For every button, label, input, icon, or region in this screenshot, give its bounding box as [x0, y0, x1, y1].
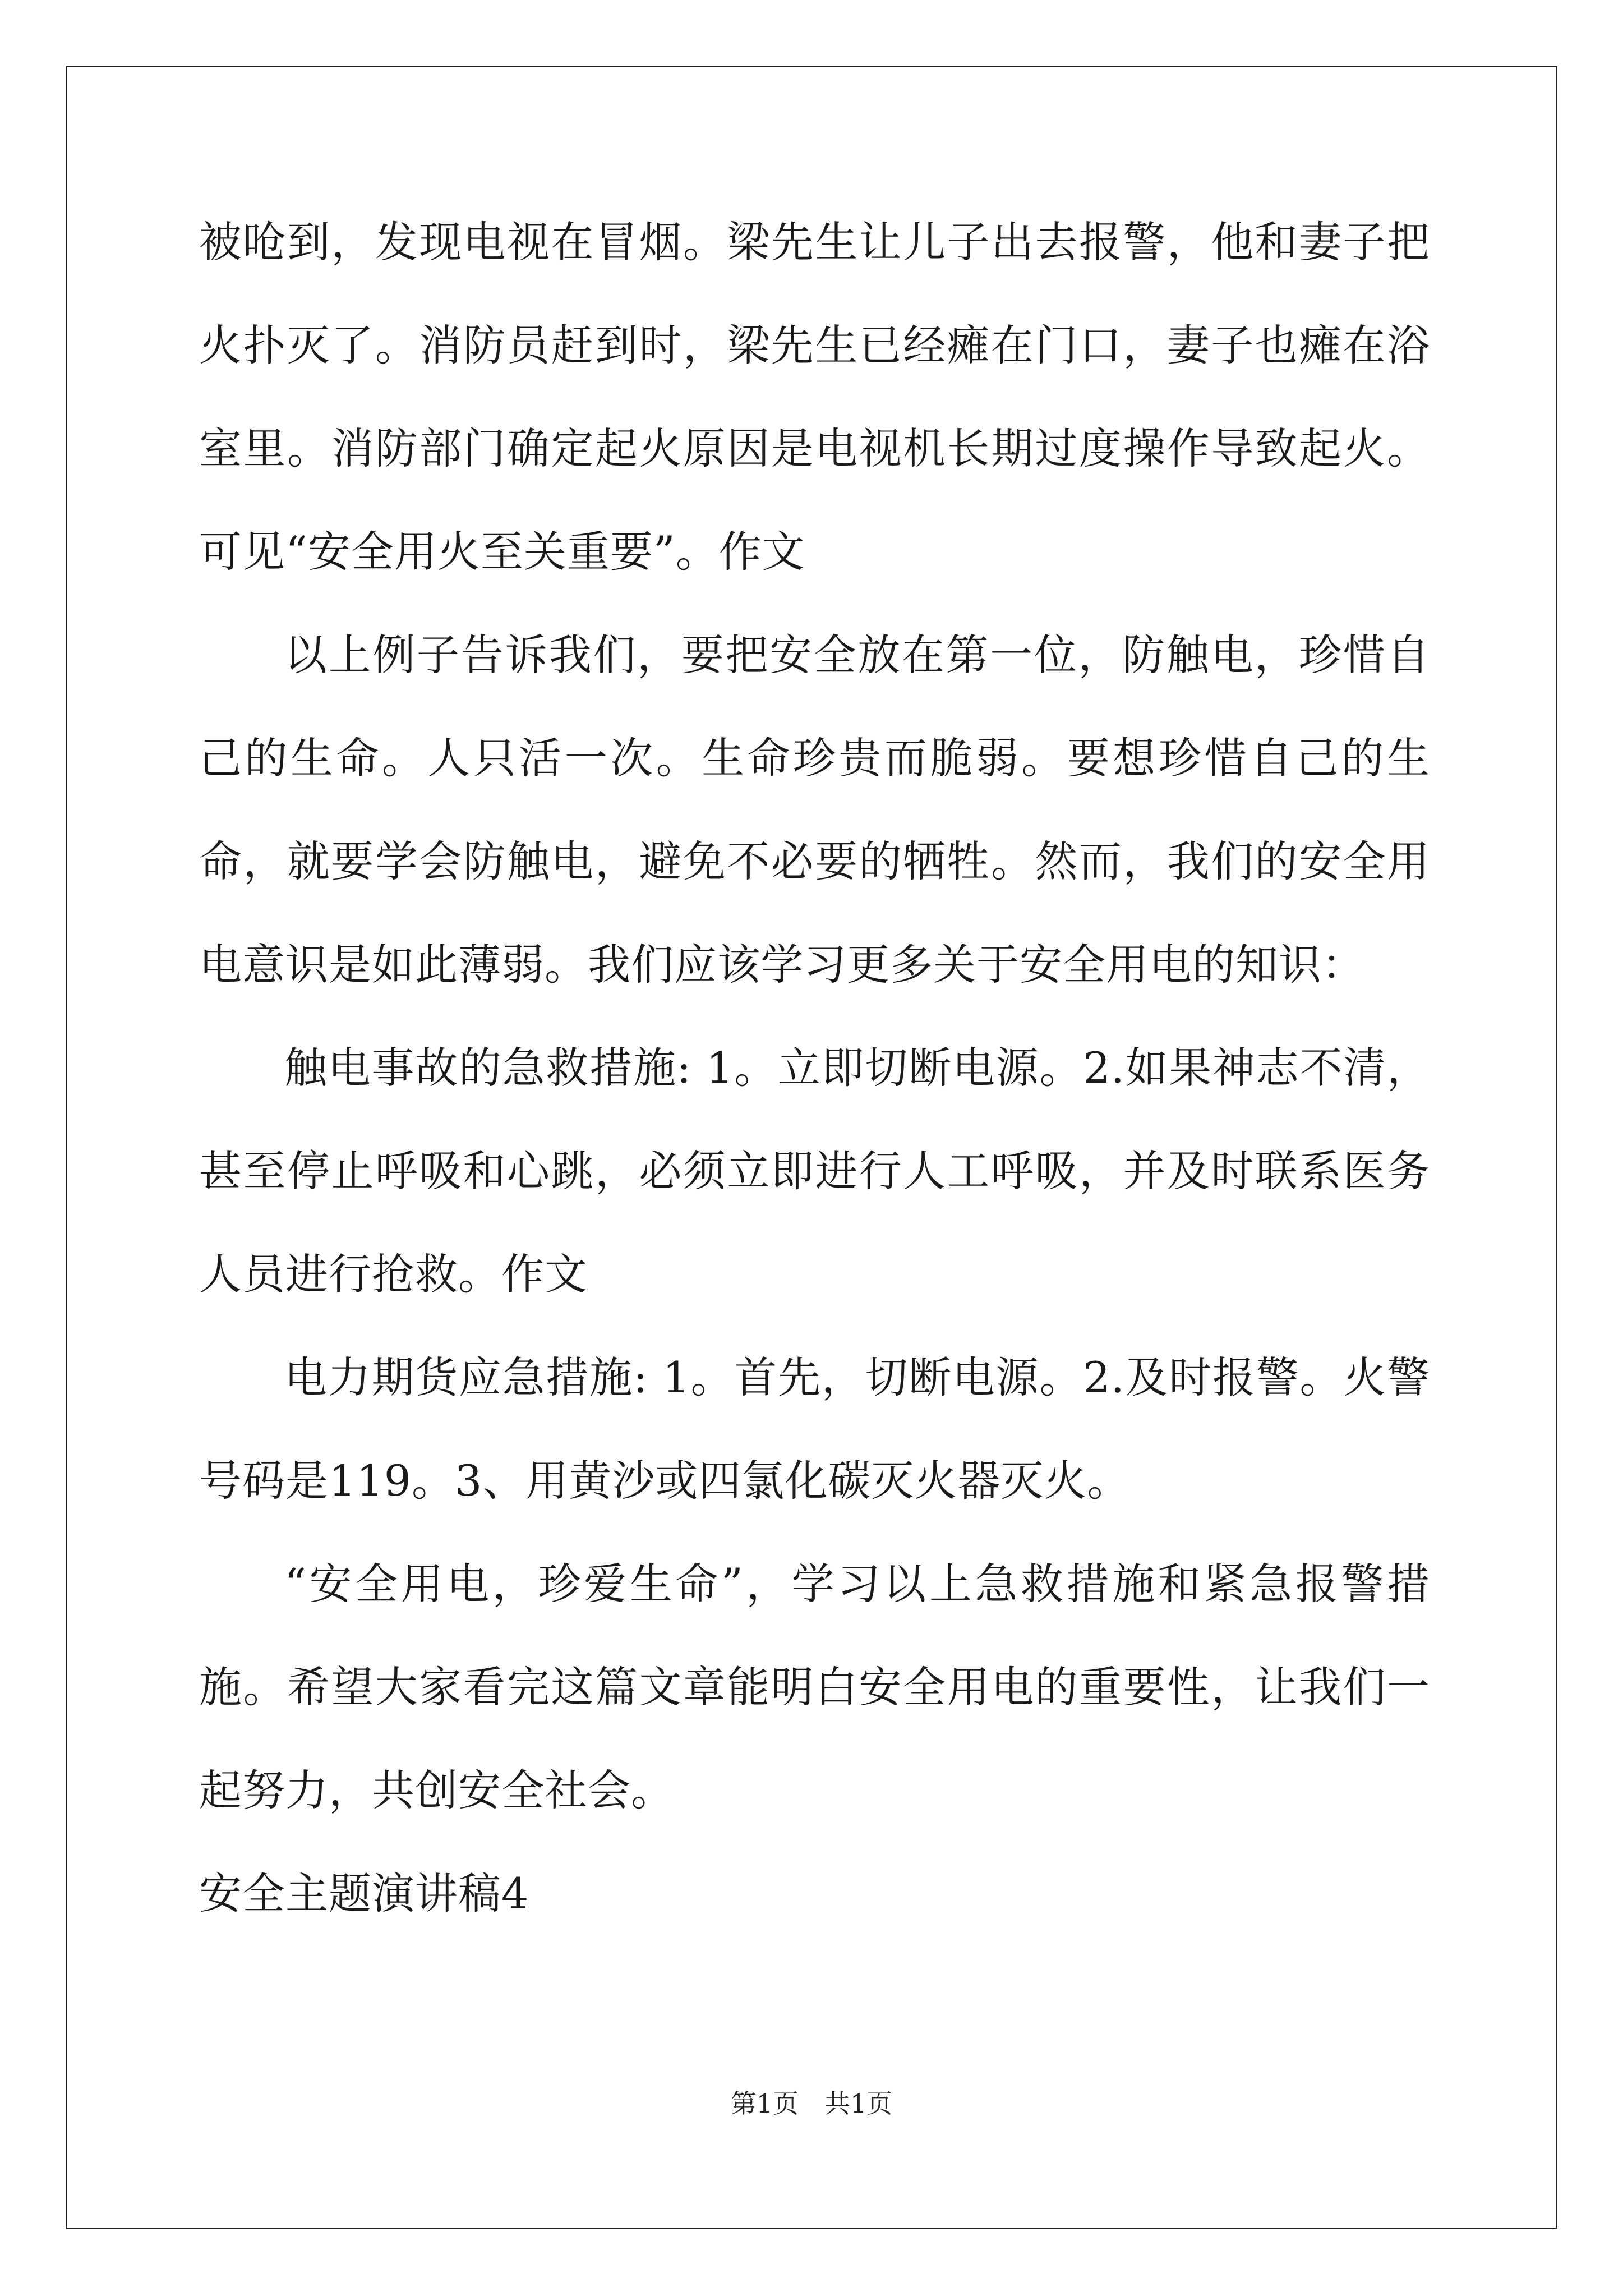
paragraph-3: 触电事故的急救措施: 1。立即切断电源。2.如果神志不清，甚至停止呼吸和心跳，必须立即进行人工呼吸，并及时联系医务人员进行抢救。作文 [199, 1043, 1430, 1299]
page-number-footer: 第1页 共1页 [730, 2088, 893, 2119]
document-body [199, 191, 1430, 1945]
paragraph-4: 电力期货应急措施: 1。首先，切断电源。2.及时报警。火警号码是119。3、用黄沙或四氯化碳灭火器灭火。 [199, 1352, 1430, 1506]
paragraph-5: “安全用电，珍爱生命”，学习以上急救措施和紧急报警措施。希望大家看完这篇文章能明白安全用电的重要性，让我们一起努力，共创安全社会。 [199, 1559, 1430, 1815]
section-heading: 安全主题演讲稿4 [199, 1869, 529, 1918]
paragraph-1: 被呛到，发现电视在冒烟。梁先生让儿子出去报警，他和妻子把火扑灭了。消防员赶到时，梁先生已经瘫在门口，妻子也瘫在浴室里。消防部门确定起火原因是电视机长期过度操作导致起火。可见“安全用火至关重要”。作文 [199, 217, 1430, 577]
paragraph-2: 以上例子告诉我们，要把安全放在第一位，防触电，珍惜自己的生命。人只活一次。生命珍贵而脆弱。要想珍惜自己的生命，就要学会防触电，避免不必要的牺牲。然而，我们的安全用电意识是如此薄弱。我们应该学习更多关于安全用电的知识： [199, 630, 1430, 990]
